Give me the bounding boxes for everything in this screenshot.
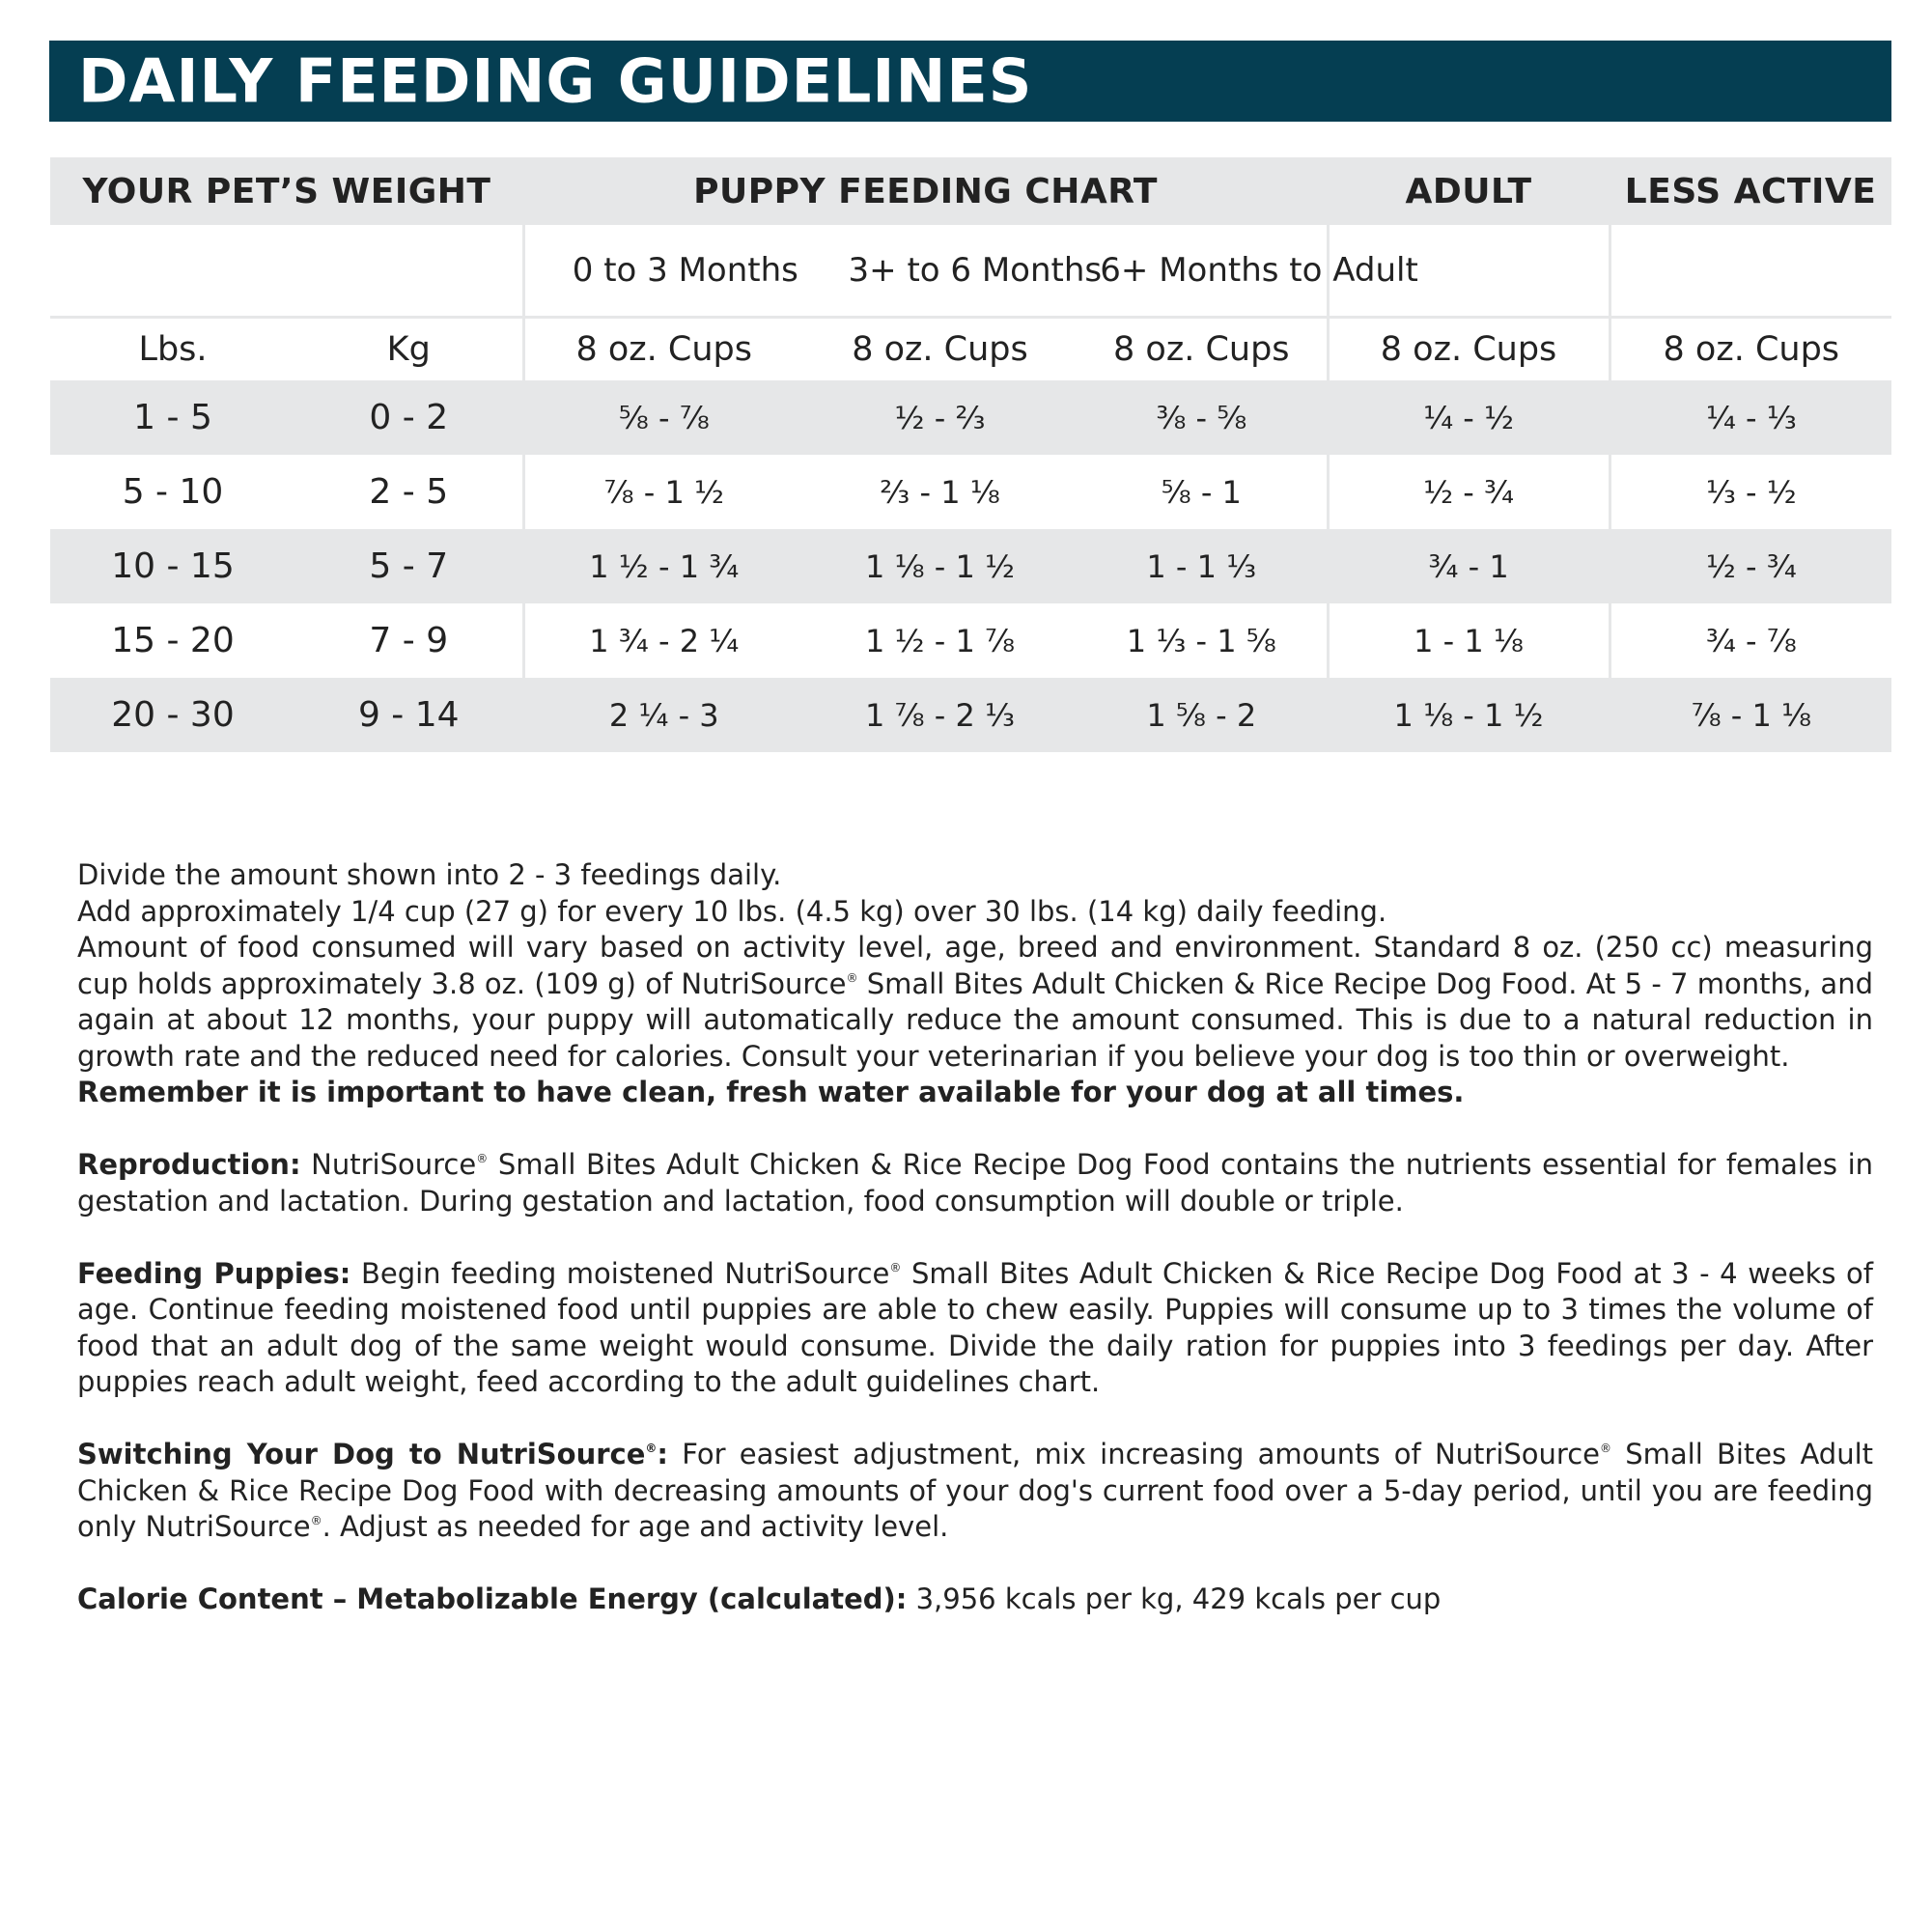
cups-cell: 1 ⅞ - 2 ⅓ bbox=[803, 678, 1077, 752]
calorie-value: 3,956 kcals per kg, 429 kcals per cup bbox=[907, 1582, 1442, 1615]
age-empty-cell bbox=[50, 225, 523, 318]
registered-mark: ® bbox=[1600, 1442, 1611, 1455]
note-water bbox=[77, 1075, 1873, 1111]
note-calorie bbox=[77, 1582, 1873, 1618]
cups-cell: ⅝ - 1 bbox=[1161, 473, 1242, 511]
unit-cell: 8 oz. Cups bbox=[523, 318, 803, 381]
note-amount bbox=[77, 930, 1873, 1075]
note-text: : bbox=[657, 1438, 669, 1470]
feeding-table bbox=[50, 157, 1891, 752]
cups-cell: 1 ¾ - 2 ¼ bbox=[523, 603, 803, 678]
note-text: NutriSource bbox=[300, 1148, 477, 1181]
age-0-3 bbox=[523, 225, 803, 318]
note-feeding-puppies bbox=[77, 1256, 1873, 1401]
lbs-cell: 15 - 20 bbox=[111, 621, 235, 660]
cups-cell: ¾ - 1 bbox=[1328, 529, 1610, 603]
unit-cell: Lbs. bbox=[138, 330, 208, 369]
note-switching bbox=[77, 1437, 1873, 1546]
feeding-puppies-label: Feeding Puppies: bbox=[77, 1256, 351, 1290]
note-add: Add approximately 1/4 cup (27 g) for every 10 lbs. (4.5 kg) over 30 lbs. (14 kg) daily feeding. bbox=[77, 894, 1387, 928]
note-text: . Adjust as needed for age and activity level. bbox=[322, 1510, 949, 1543]
age-3-6 bbox=[803, 225, 1103, 318]
kg-cell: 5 - 7 bbox=[295, 529, 523, 603]
page-title: DAILY FEEDING GUIDELINES bbox=[78, 45, 1033, 117]
cups-cell: ¾ - ⅞ bbox=[1610, 603, 1891, 678]
note-text: Switching Your Dog to NutriSource bbox=[77, 1438, 646, 1470]
unit-cell: 8 oz. Cups bbox=[1113, 330, 1290, 369]
note-divide: Divide the amount shown into 2 - 3 feedings daily. bbox=[77, 858, 782, 891]
registered-mark: ® bbox=[846, 970, 858, 985]
age-label: 0 to 3 Months bbox=[572, 251, 798, 290]
unit-cell: Kg bbox=[386, 330, 431, 369]
cups-cell: 1 ⅛ - 1 ½ bbox=[803, 529, 1077, 603]
lbs-cell: 10 - 15 bbox=[50, 529, 295, 603]
cups-cell: ⅞ - 1 ⅛ bbox=[1610, 678, 1891, 752]
note-reproduction bbox=[77, 1147, 1873, 1219]
reproduction-label: Reproduction: bbox=[77, 1148, 301, 1181]
registered-mark: ® bbox=[310, 1514, 322, 1527]
note-text: Amount of food consumed will vary based on activity level, age, breed and environment. Standard 8 oz. (250 cc) measuring cup holds approximately 3.8 oz. (109 g) of NutriSource bbox=[77, 931, 1873, 1000]
age-group-row bbox=[50, 225, 1891, 318]
cups-cell: 1 - 1 ⅓ bbox=[1077, 529, 1328, 603]
age-less-active-empty bbox=[1610, 225, 1891, 318]
cups-cell: ⅔ - 1 ⅛ bbox=[880, 473, 1000, 511]
title-bar bbox=[49, 41, 1891, 122]
table-row bbox=[50, 678, 1891, 752]
header-less-active: LESS ACTIVE bbox=[1610, 157, 1891, 225]
cups-cell: 1 ⅛ - 1 ½ bbox=[1328, 678, 1610, 752]
note-text: Begin feeding moistened NutriSource bbox=[350, 1256, 890, 1290]
cups-cell: ½ - ⅔ bbox=[803, 380, 1077, 455]
header-puppy: PUPPY FEEDING CHART bbox=[523, 157, 1328, 225]
cups-cell: 2 ¼ - 3 bbox=[523, 678, 803, 752]
age-label: 6+ Months to Adult bbox=[1100, 251, 1418, 290]
unit-cell: 8 oz. Cups bbox=[1610, 318, 1891, 381]
cups-cell: 1 ⅓ - 1 ⅝ bbox=[1126, 622, 1276, 659]
kg-cell: 0 - 2 bbox=[295, 380, 523, 455]
unit-row bbox=[50, 318, 1891, 381]
cups-cell: 1 ⅝ - 2 bbox=[1077, 678, 1328, 752]
kg-cell: 9 - 14 bbox=[295, 678, 523, 752]
kg-cell: 7 - 9 bbox=[369, 621, 449, 660]
cups-cell: ¼ - ½ bbox=[1328, 380, 1610, 455]
registered-mark: ® bbox=[889, 1260, 902, 1274]
cups-cell: 1 ½ - 1 ⅞ bbox=[865, 622, 1015, 659]
cups-cell: ⅓ - ½ bbox=[1610, 455, 1891, 529]
age-label: 3+ to 6 Months bbox=[848, 251, 1103, 290]
table-row bbox=[50, 380, 1891, 455]
header-weight: YOUR PET’S WEIGHT bbox=[50, 157, 523, 225]
water-reminder: Remember it is important to have clean, fresh water available for your dog at all times. bbox=[77, 1076, 1465, 1108]
cups-cell: ½ - ¾ bbox=[1610, 529, 1891, 603]
note-text: Small Bites Adult Chicken & Rice Recipe Dog Food. At 5 - 7 months, and again at about 12 months, your puppy will automatically reduce the amount consumed. This is due to a natural reduction in growth rate and the reduced need for calories. Consult your veterinarian if you believe your dog is too thin or overweight. bbox=[77, 966, 1873, 1073]
cups-cell: ½ - ¾ bbox=[1328, 455, 1610, 529]
note-text: Small Bites Adult Chicken & Rice Recipe Dog Food contains the nutrients essential for females in gestation and lactation. During gestation and lactation, food consumption will double or triple. bbox=[77, 1148, 1874, 1218]
lbs-cell: 5 - 10 bbox=[122, 472, 224, 512]
cups-cell: ¼ - ⅓ bbox=[1610, 380, 1891, 455]
lbs-cell: 20 - 30 bbox=[50, 678, 295, 752]
note-text: Small Bites Adult Chicken & Rice Recipe Dog Food with decreasing amounts of your dog's current food over a 5-day period, until you are feeding only NutriSource bbox=[77, 1438, 1874, 1543]
kg-cell: 2 - 5 bbox=[369, 472, 449, 512]
header-adult: ADULT bbox=[1328, 157, 1610, 225]
calorie-label: Calorie Content – Metabolizable Energy (calculated): bbox=[77, 1582, 908, 1615]
lbs-cell: 1 - 5 bbox=[50, 380, 295, 455]
cups-cell: ⅜ - ⅝ bbox=[1077, 380, 1328, 455]
note-text: For easiest adjustment, mix increasing amounts of NutriSource bbox=[668, 1438, 1600, 1470]
cups-cell: 1 - 1 ⅛ bbox=[1328, 603, 1610, 678]
table-row bbox=[50, 603, 1891, 678]
note-text: Small Bites Adult Chicken & Rice Recipe Dog Food at 3 - 4 weeks of age. Continue feeding moistened food until puppies are able to chew easily. Puppies will consume up to 3 times the volume of food that an adult dog of the same weight would consume. Divide the daily ration for puppies into 3 feedings per day. After puppies reach adult weight, feed according to the adult guidelines chart. bbox=[77, 1256, 1873, 1398]
feeding-notes bbox=[77, 857, 1873, 1618]
age-6-adult bbox=[1077, 225, 1418, 318]
table-row bbox=[50, 455, 1891, 529]
table-row bbox=[50, 529, 1891, 603]
cups-cell: ⅞ - 1 ½ bbox=[523, 455, 803, 529]
switching-label bbox=[77, 1438, 668, 1470]
registered-mark: ® bbox=[645, 1442, 658, 1455]
cups-cell: ⅝ - ⅞ bbox=[523, 380, 803, 455]
registered-mark: ® bbox=[476, 1152, 489, 1165]
table-header-row bbox=[50, 157, 1891, 225]
unit-cell: 8 oz. Cups bbox=[852, 330, 1028, 369]
unit-cell: 8 oz. Cups bbox=[1328, 318, 1610, 381]
cups-cell: 1 ½ - 1 ¾ bbox=[523, 529, 803, 603]
